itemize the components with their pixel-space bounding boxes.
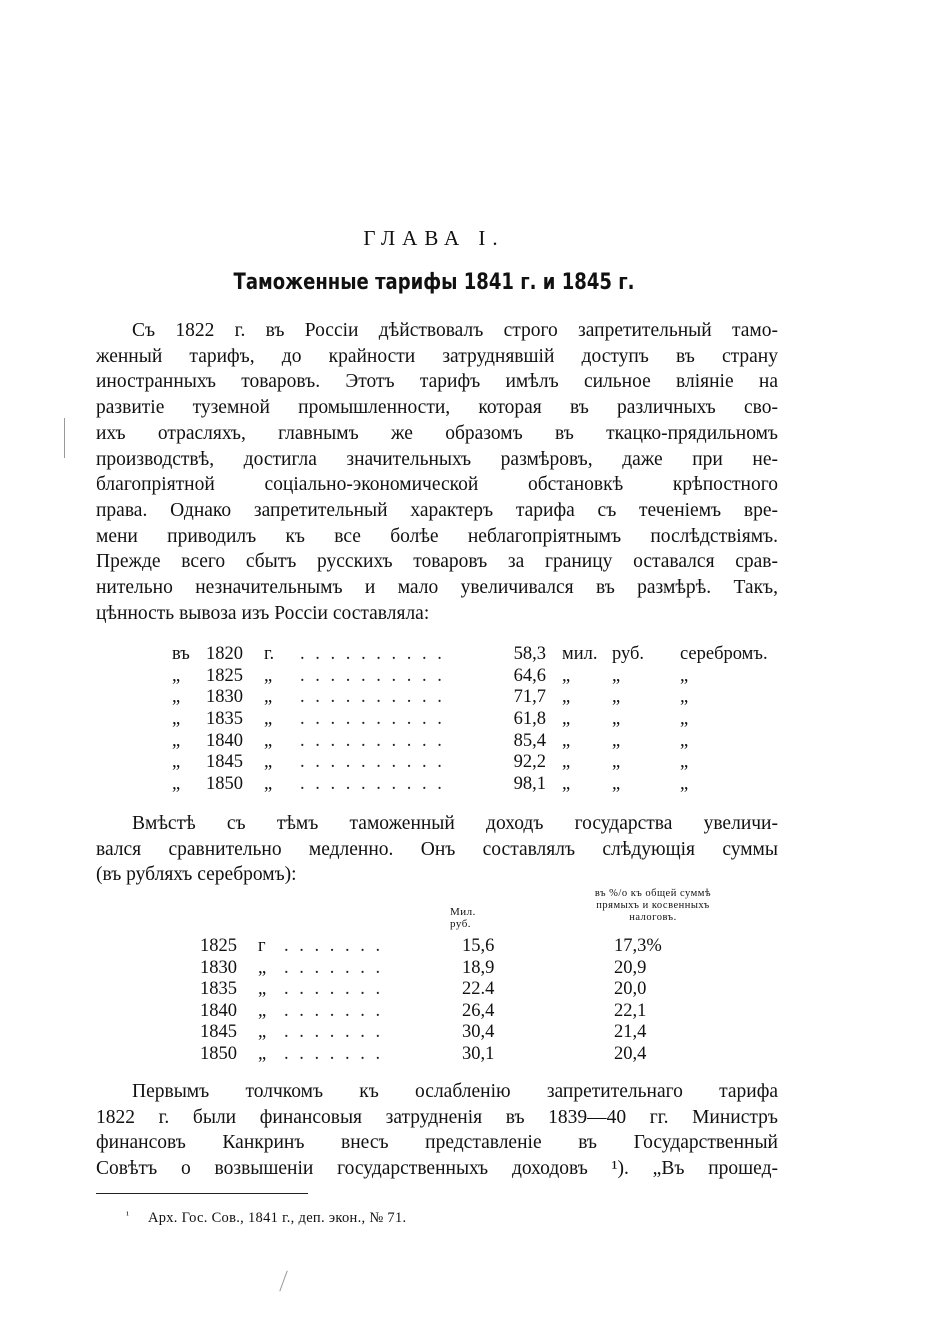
year: 1825	[206, 665, 243, 686]
year: 1845	[200, 1022, 237, 1043]
revenue-table-body	[200, 936, 760, 1066]
leader-dots: . . . . . . .	[284, 1022, 384, 1043]
leader-dots: . . . . . . . . . .	[300, 644, 445, 664]
leader-dots: . . . . . . . . . .	[300, 687, 445, 708]
leader-dots: . . . . . . . . . .	[300, 709, 445, 730]
pct-value: 20,9	[614, 957, 647, 978]
value: 64,6	[513, 665, 546, 686]
text-line: мени приводилъ къ все болѣе неблагопріятнымъ послѣдствіямъ.	[96, 525, 778, 547]
table-row	[172, 752, 772, 774]
unit-2: „	[612, 752, 621, 773]
unit-2: руб.	[612, 644, 645, 664]
value: 61,8	[513, 709, 546, 730]
unit-1: „	[562, 687, 571, 708]
unit-3: „	[680, 709, 689, 730]
footnote-mark: ¹	[126, 1210, 130, 1221]
value: 92,2	[513, 752, 546, 773]
table-row	[200, 1044, 760, 1066]
footnote-text: Арх. Гос. Сов., 1841 г., деп. экон., № 71.	[147, 1210, 407, 1226]
unit-3: „	[680, 774, 689, 795]
text-line: нительно незначительнымъ и мало увеличивался въ размѣрѣ. Такъ,	[96, 577, 778, 599]
text-line: ихъ отрасляхъ, главнымъ же образомъ въ ткацко-прядильномъ	[96, 422, 778, 444]
year: 1830	[206, 687, 243, 708]
prefix: „	[172, 752, 181, 773]
unit-3: серебромъ.	[680, 644, 768, 664]
prefix: „	[172, 774, 181, 795]
paragraph-2	[96, 811, 778, 888]
text-line: 1822 г. были финансовыя затрудненія въ 1839—40 гг. Министръ	[96, 1106, 778, 1128]
table-row	[172, 644, 772, 666]
value: 71,7	[513, 687, 546, 708]
table-row	[200, 979, 760, 1001]
paragraph-3	[96, 1079, 778, 1182]
year-unit: „	[258, 1022, 267, 1043]
year-unit: „	[264, 752, 273, 773]
unit-2: „	[612, 730, 621, 751]
text-line: цѣнность вывоза изъ Россіи составляла:	[96, 602, 430, 624]
exports-table	[172, 644, 772, 796]
year-unit: „	[264, 774, 273, 795]
year-unit: „	[258, 979, 267, 1000]
table-row	[172, 709, 772, 731]
unit-1: „	[562, 665, 571, 686]
year-unit: „	[258, 1043, 267, 1064]
year-unit: „	[258, 957, 267, 978]
mil-value: 22.4	[462, 979, 495, 1000]
text-line: Первымъ толчкомъ къ ослабленію запретительнаго тарифа	[132, 1081, 778, 1102]
leader-dots: . . . . . . . . . .	[300, 665, 445, 686]
text-line: Съ 1822 г. въ Россіи дѣйствовалъ строго запретительный тамо-	[132, 320, 778, 341]
table-row	[172, 774, 772, 796]
table-row	[172, 666, 772, 688]
table-row	[200, 1022, 760, 1044]
text-line: женный тарифъ, до крайности затруднявшій доступъ въ страну	[96, 345, 778, 367]
header-line: въ %/о къ общей суммѣ	[594, 888, 712, 899]
year-unit: г.	[264, 644, 275, 664]
prefix: „	[172, 730, 181, 751]
table-row	[172, 687, 772, 709]
unit-3: „	[680, 665, 689, 686]
year: 1835	[206, 709, 243, 730]
value: 98,1	[513, 774, 546, 795]
footnote-divider	[96, 1193, 308, 1194]
leader-dots: . . . . . . .	[284, 1043, 384, 1064]
table-row	[200, 958, 760, 980]
table-row	[200, 1001, 760, 1023]
leader-dots: . . . . . . .	[284, 936, 384, 956]
year-unit: „	[264, 730, 273, 751]
pct-value: 17,3%	[614, 936, 662, 956]
year: 1850	[206, 774, 243, 795]
year: 1835	[200, 979, 237, 1000]
unit-2: „	[612, 709, 621, 730]
unit-3: „	[680, 687, 689, 708]
year: 1845	[206, 752, 243, 773]
mil-value: 30,4	[462, 1022, 495, 1043]
header-line: налоговъ.	[629, 912, 677, 923]
year: 1850	[200, 1043, 237, 1064]
year-unit: „	[258, 1000, 267, 1021]
footnote	[126, 1210, 406, 1227]
year-unit: „	[264, 687, 273, 708]
paragraph-1	[96, 318, 778, 626]
unit-2: „	[612, 774, 621, 795]
unit-3: „	[680, 752, 689, 773]
leader-dots: . . . . . . . . . .	[300, 752, 445, 773]
year: 1840	[206, 730, 243, 751]
prefix: „	[172, 709, 181, 730]
unit-1: „	[562, 730, 571, 751]
pct-value: 20,4	[614, 1043, 647, 1064]
unit-1: „	[562, 752, 571, 773]
year-unit: „	[264, 665, 273, 686]
text-line: Прежде всего сбытъ русскихъ товаровъ за границу оставался срав-	[96, 551, 778, 573]
year-unit: „	[264, 709, 273, 730]
text-line: благопріятной соціально-экономической обстановкѣ крѣпостного	[96, 474, 778, 496]
text-line: производствѣ, достигла значительныхъ размѣровъ, даже при не-	[96, 448, 778, 470]
column-header-mil: Мил. руб.	[450, 906, 476, 930]
text-line: развитіе туземной промышленности, которая въ различныхъ сво-	[96, 397, 778, 419]
text-line: финансовъ Канкринъ внесъ представленіе въ Государственный	[96, 1132, 778, 1154]
leader-dots: . . . . . . .	[284, 957, 384, 978]
value: 58,3	[513, 644, 546, 664]
unit-1: „	[562, 774, 571, 795]
chapter-subtitle: Таможенные тарифы 1841 г. и 1845 г.	[233, 270, 635, 295]
value: 85,4	[513, 730, 546, 751]
text-line: иностранныхъ товаровъ. Этотъ тарифъ имѣлъ сильное вліяніе на	[96, 371, 778, 393]
mil-value: 30,1	[462, 1043, 495, 1064]
mil-value: 15,6	[462, 936, 495, 956]
prefix: „	[172, 665, 181, 686]
text-line: права. Однако запретительный характеръ тарифа съ теченіемъ вре-	[96, 499, 778, 521]
leader-dots: . . . . . . . . . .	[300, 774, 445, 795]
mil-value: 26,4	[462, 1000, 495, 1021]
chapter-heading: ГЛАВА I.	[363, 226, 505, 250]
unit-2: „	[612, 687, 621, 708]
scan-mark	[64, 418, 65, 458]
table-row	[200, 936, 760, 958]
table-row	[172, 731, 772, 753]
year: 1820	[206, 644, 243, 664]
unit-2: „	[612, 665, 621, 686]
column-header-pct	[544, 888, 762, 924]
prefix: въ	[172, 644, 190, 664]
pct-value: 22,1	[614, 1000, 647, 1021]
year: 1830	[200, 957, 237, 978]
leader-dots: . . . . . . .	[284, 979, 384, 1000]
text-line: вался сравнительно медленно. Онъ составлялъ слѣдующія суммы	[96, 838, 778, 860]
header-line: прямыхъ и косвенныхъ	[596, 900, 710, 911]
scan-mark	[279, 1270, 287, 1291]
text-line: Совѣтъ о возвышеніи государственныхъ доходовъ ¹). „Въ прошед-	[96, 1158, 778, 1180]
text-line: Вмѣстѣ съ тѣмъ таможенный доходъ государства увеличи-	[132, 813, 778, 834]
pct-value: 20,0	[614, 979, 647, 1000]
prefix: „	[172, 687, 181, 708]
leader-dots: . . . . . . . . . .	[300, 730, 445, 751]
mil-value: 18,9	[462, 957, 495, 978]
text-line: (въ рубляхъ серебромъ):	[96, 864, 297, 886]
pct-value: 21,4	[614, 1022, 647, 1043]
unit-1: „	[562, 709, 571, 730]
year: 1825	[200, 936, 237, 956]
leader-dots: . . . . . . .	[284, 1000, 384, 1021]
year-unit: г	[258, 936, 266, 956]
unit-1: мил.	[562, 644, 598, 664]
year: 1840	[200, 1000, 237, 1021]
unit-3: „	[680, 730, 689, 751]
